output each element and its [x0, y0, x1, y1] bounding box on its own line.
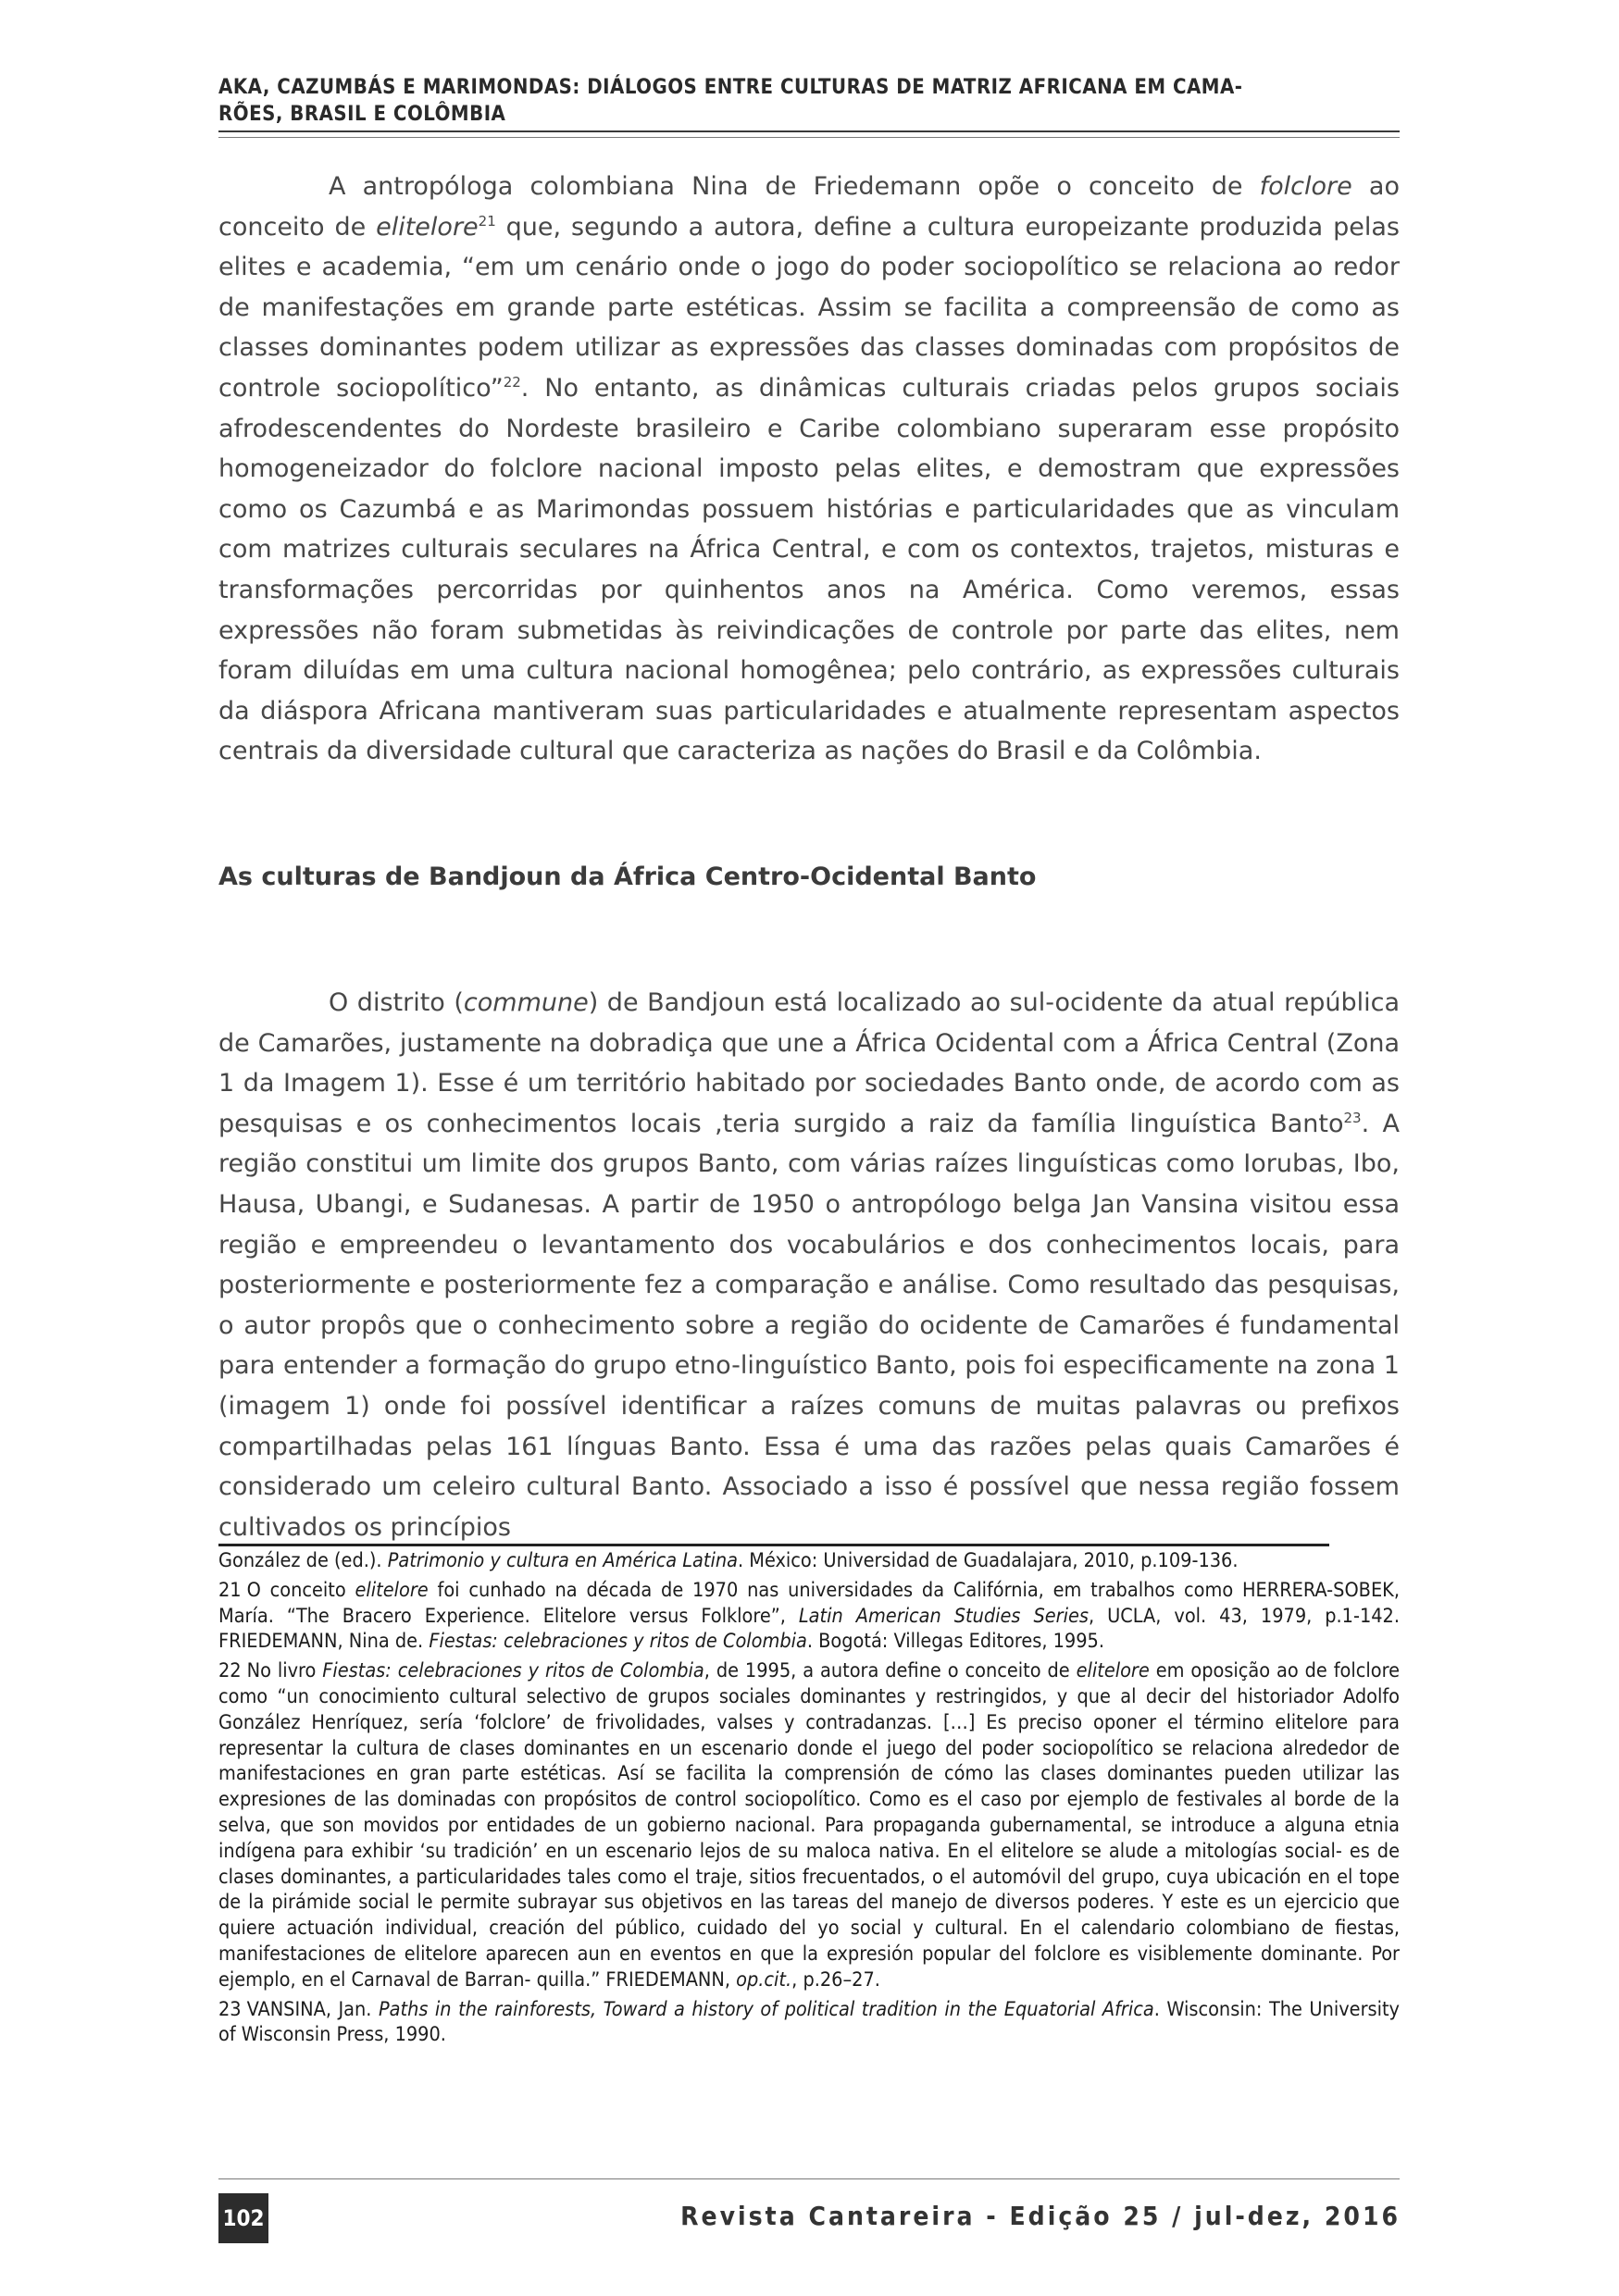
- body-paragraph-2: [218, 983, 1400, 1547]
- running-header-line-1: AKA, CAZUMBÁS E MARIMONDAS: DIÁLOGOS ENTRE CULTURAS DE MATRIZ AFRICANA EM CAMA-: [218, 76, 1243, 99]
- footnote-ref-21: 21: [478, 212, 496, 230]
- fn-seg: No livro: [246, 1659, 323, 1683]
- fn-seg: em oposição ao de folclore como “un conocimiento cultural selectivo de grupos sociales dominantes y restringidos, y que al decir del historiador Adolfo González Henríquez, sería ‘folclore’ de frivolidades, valses y contradanzas. […] Es preciso oponer el término elitelore para representar la cultura de clases dominantes en un escenario donde el juego del poder sociopolítico se relaciona alrededor de manifestaciones en gran parte estéticas. Así se facilita la comprensión de cómo las clases dominantes pueden utilizar las expresiones de las dominadas con propósitos de control sociopolítico. Como es el caso por ejemplo de festivales al borde de la selva, que son movidos por entidades de un gobierno nacional. Para propaganda gubernamental, se introduce a alguna etnia indígena para exhibir ‘su tradición’ en un escenario lejos de su maloca nativa. En el elitelore se alude a mitologías social- es de clases dominantes, a particularidades tales como el traje, sitios frecuentados, o el automóvil del grupo, cuya ubicación en el tope de la pirámide social le permite subrayar sus objetivos en las tareas del manejo de diversos poderes. Y este es un ejercicio que quiere actuación individual, creación del público, cuidado del yo social y cultural. En el calendario colombiano de fiestas, manifestaciones de elitelore aparecen aun en eventos en que la expresión popular del folclore es visiblemente dominante. Por ejemplo, en el Carnaval de Barran- quilla.” FRIEDEMANN,: [218, 1659, 1400, 1992]
- fn-seg-italic: Fiestas: celebraciones y ritos de Colombia: [429, 1630, 807, 1654]
- journal-title-footer: Revista Cantareira - Edição 25 / jul-dez, 2016: [680, 2201, 1401, 2231]
- fn-seg: , de 1995, a autora define o conceito de: [704, 1659, 1077, 1683]
- fn-seg-italic: elitelore: [355, 1578, 429, 1602]
- p1-seg: A antropóloga colombiana Nina de Friedemann opõe o conceito de: [329, 172, 1260, 201]
- p1-seg: que, segundo a autora, define a cultura europeizante produzida pelas elites e academia, “em um cenário onde o jogo do poder sociopolítico se relaciona ao redor de manifestações em grande parte estéticas. Assim se facilita a compreensão de como as classes dominantes podem utilizar as expressões das classes dominadas com propósitos de controle sociopolítico”: [218, 212, 1400, 403]
- p2-italic-commune: commune: [463, 988, 589, 1017]
- footnote-number: 21: [218, 1578, 242, 1602]
- p1-italic-folclore: folclore: [1259, 172, 1352, 201]
- fn-seg: , p.26–27.: [791, 1967, 880, 1992]
- fn-seg-italic: op.cit.: [736, 1967, 792, 1992]
- fn-seg-italic: Paths in the rainforests, Toward a history of political tradition in the Equatorial Africa: [378, 1997, 1154, 2021]
- p2-seg: ) de Bandjoun está localizado ao sul-ocidente da atual república de Camarões, justamente na dobradiça que une a África Ocidental com a África Central (Zona 1 da Imagem 1). Esse é um território habitado por sociedades Banto onde, de acordo com as pesquisas e os conhecimentos locais ,teria surgido a raiz da família linguística Banto: [218, 988, 1400, 1138]
- footnote-22: [218, 1658, 1400, 1992]
- footnote-separator: [218, 1544, 1329, 1546]
- fn-seg-italic: Patrimonio y cultura en América Latina: [387, 1549, 738, 1572]
- fn-seg: O conceito: [246, 1578, 355, 1602]
- fn-seg: . Bogotá: Villegas Editores, 1995.: [806, 1630, 1104, 1654]
- fn-seg: González de (ed.).: [218, 1549, 388, 1572]
- p1-seg: . No entanto, as dinâmicas culturais criadas pelos grupos sociais afrodescendentes do Nordeste brasileiro e Caribe colombiano superaram esse propósito homogeneizador do folclore nacional imposto pelas elites, e demostram que expressões como os Cazumbá e as Marimondas possuem histórias e particularidades que as vinculam com matrizes culturais seculares na África Central, e com os contextos, trajetos, misturas e transformações percorridas por quinhentos anos na América. Como veremos, essas expressões não foram submetidas às reivindicações de controle por parte das elites, nem foram diluídas em uma cultura nacional homogênea; pelo contrário, as expressões culturais da diáspora Africana mantiveram suas particularidades e atualmente representam aspectos centrais da diversidade cultural que caracteriza as nações do Brasil e da Colômbia.: [218, 373, 1400, 766]
- footnotes: [218, 1548, 1400, 2052]
- paragraph-1-text: [218, 167, 1400, 772]
- running-header: [218, 74, 1403, 128]
- p1-seg: ao conceito de: [218, 172, 1401, 242]
- p1-italic-elitelore: elitelore: [376, 212, 479, 242]
- fn-seg-italic: Latin American Studies Series: [798, 1604, 1089, 1628]
- p2-seg: O distrito (: [329, 988, 464, 1017]
- footnote-23: [218, 1997, 1400, 2049]
- footnote-continuation: [218, 1548, 1400, 1574]
- body-paragraph-1: [218, 167, 1400, 772]
- fn-seg: . Wisconsin: The University of Wisconsin Press, 1990.: [218, 1997, 1400, 2047]
- fn-seg: , UCLA, vol. 43, 1979, p.1-142. FRIEDEMANN, Nina de.: [218, 1604, 1400, 1654]
- fn-seg: VANSINA, Jan.: [246, 1997, 379, 2021]
- fn-seg-italic: Fiestas: celebraciones y ritos de Colombia: [322, 1659, 704, 1683]
- fn-seg: . México: Universidad de Guadalajara, 2010, p.109-136.: [737, 1549, 1239, 1572]
- p2-seg: . A região constitui um limite dos grupos Banto, com várias raízes linguísticas como Iorubas, Ibo, Hausa, Ubangi, e Sudanesas. A partir de 1950 o antropólogo belga Jan Vansina visitou essa região e empreendeu o levantamento dos vocabulários e dos conhecimentos locais, para posteriormente e posteriormente fez a comparação e análise. Como resultado das pesquisas, o autor propôs que o conhecimento sobre a região do ocidente de Camarões é fundamental para entender a formação do grupo etno-linguístico Banto, pois foi especificamente na zona 1 (imagem 1) onde foi possível identificar a raízes comuns de muitas palavras ou prefixos compartilhadas pelas 161 línguas Banto. Essa é uma das razões pelas quais Camarões é considerado um celeiro cultural Banto. Associado a isso é possível que nessa região fossem cultivados os princípios: [218, 1109, 1400, 1542]
- footnote-number: 23: [218, 1997, 242, 2021]
- running-header-line-2: RÕES, BRASIL E COLÔMBIA: [218, 103, 506, 126]
- paragraph-2-text: [218, 983, 1400, 1547]
- section-heading: As culturas de Bandjoun da África Centro-Ocidental Banto: [218, 863, 1037, 891]
- header-rule-bottom: [218, 137, 1400, 138]
- footnote-number: 22: [218, 1659, 242, 1683]
- fn-seg: foi cunhado na década de 1970 nas universidades da Califórnia, em trabalhos como HERRERA-SOBEK, María. “The Bracero Experience. Elitelore versus Folklore”,: [218, 1578, 1400, 1628]
- footer-rule: [218, 2178, 1400, 2179]
- footnote-ref-23: 23: [1343, 1109, 1362, 1126]
- header-rule-top: [218, 130, 1400, 132]
- fn-seg-italic: elitelore: [1076, 1659, 1150, 1683]
- footnote-21: [218, 1578, 1400, 1655]
- page-number: 102: [218, 2193, 268, 2243]
- footnote-ref-22: 22: [503, 373, 521, 391]
